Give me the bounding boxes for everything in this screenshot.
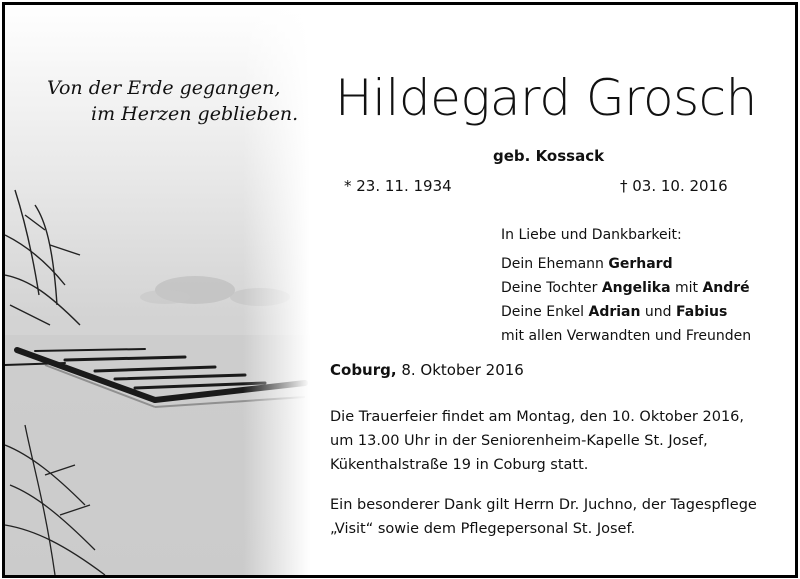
mourner-grandchild-1-name: Adrian: [588, 304, 641, 320]
place: Coburg,: [330, 361, 397, 379]
mourner-grandchild-2-name: Fabius: [676, 304, 728, 320]
motto: [41, 75, 301, 127]
birth-name: geb. Kossack: [493, 147, 605, 165]
mourner-grandchildren: [501, 300, 751, 324]
thanks-line-2: „Visit“ sowie dem Pflegepersonal St. Josef.: [330, 521, 636, 537]
mourners-intro: In Liebe und Dankbarkeit:: [501, 227, 682, 243]
motto-line-1: Von der Erde gegangen,: [47, 77, 281, 99]
motto-line-2: im Herzen geblieben.: [91, 103, 299, 125]
mourner-relatives: mit allen Verwandten und Freunden: [501, 328, 752, 344]
thanks-line-1: Ein besonderer Dank gilt Herrn Dr. Juchno, der Tagespflege: [330, 497, 757, 513]
mourner-husband-name: Gerhard: [608, 256, 673, 272]
funeral-line-1: Die Trauerfeier findet am Montag, den 10. Oktober 2016,: [330, 409, 745, 425]
mourner-daughter: [501, 276, 751, 300]
mourner-grandchildren-joiner: und: [640, 304, 677, 320]
mourner-grandchildren-prefix: Deine Enkel: [501, 304, 589, 320]
mourner-daughter-prefix: Deine Tochter: [501, 280, 602, 296]
place-date: [330, 361, 524, 379]
mourner-husband: [501, 252, 751, 276]
funeral-notice: [330, 405, 744, 477]
death-date: † 03. 10. 2016: [620, 177, 728, 195]
funeral-line-2: um 13.00 Uhr in der Seniorenheim-Kapelle St. Josef,: [330, 433, 708, 449]
obituary-card: [2, 2, 798, 578]
birth-date: * 23. 11. 1934: [344, 177, 452, 195]
mourner-daughter-name: Angelika: [601, 280, 671, 296]
date: 8. Oktober 2016: [396, 361, 524, 379]
mourner-son-in-law-name: André: [702, 280, 750, 296]
mourner-daughter-joiner: mit: [670, 280, 703, 296]
thanks-notice: [330, 493, 757, 541]
deceased-name: Hildegard Grosch: [335, 69, 757, 127]
mourner-husband-prefix: Dein Ehemann: [501, 256, 609, 272]
mourners-block: [501, 223, 751, 348]
funeral-line-3: Kükenthalstraße 19 in Coburg statt.: [330, 457, 589, 473]
